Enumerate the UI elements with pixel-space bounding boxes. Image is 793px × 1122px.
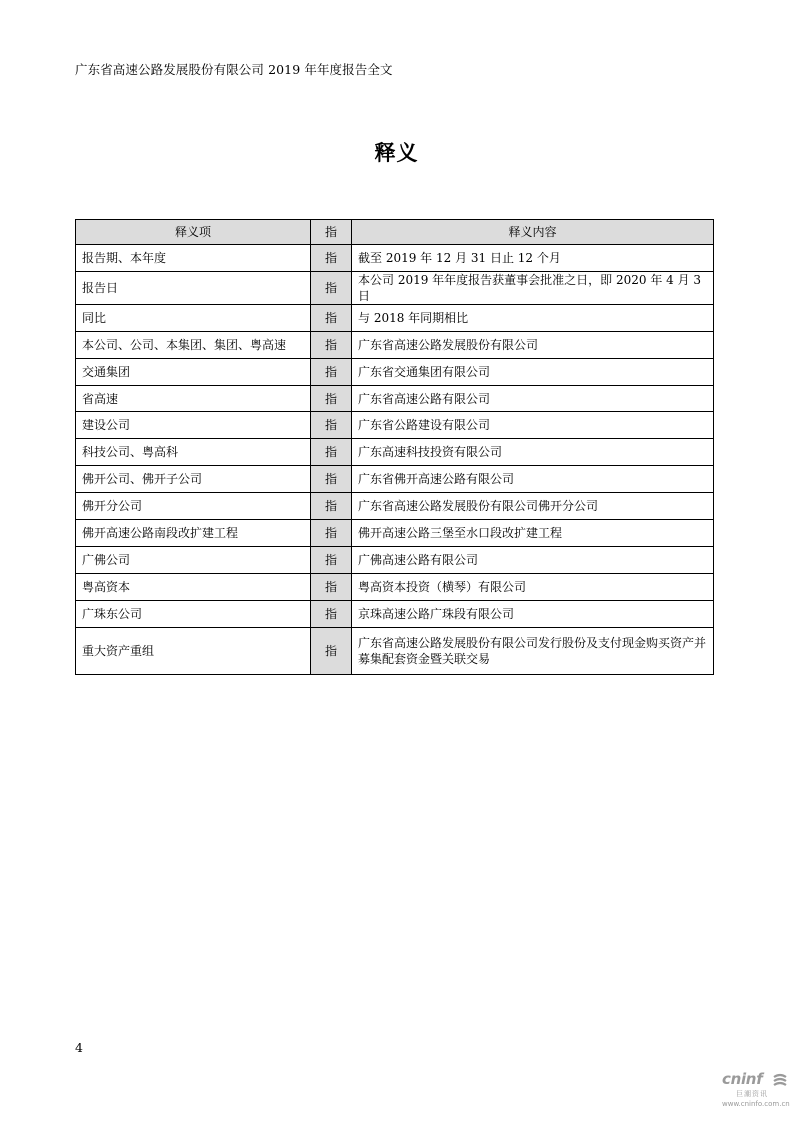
ref-cell: 指: [311, 520, 352, 547]
table-row: [76, 573, 714, 600]
term-cell: 报告日: [76, 271, 311, 304]
ref-cell: 指: [311, 331, 352, 358]
document-header: 广东省高速公路发展股份有限公司 2019 年年度报告全文: [75, 62, 393, 77]
term-cell: 重大资产重组: [76, 627, 311, 674]
term-cell: 交通集团: [76, 358, 311, 385]
ref-cell: 指: [311, 385, 352, 412]
term-cell: 建设公司: [76, 412, 311, 439]
column-header-term: 释义项: [76, 220, 311, 245]
table-row: [76, 331, 714, 358]
column-header-ref: 指: [311, 220, 352, 245]
term-cell: 粤高资本: [76, 573, 311, 600]
definition-cell: 京珠高速公路广珠段有限公司: [352, 600, 714, 627]
ref-cell: 指: [311, 245, 352, 272]
cninfo-logo-icon: [772, 1073, 788, 1087]
definitions-table: [75, 219, 714, 675]
ref-cell: 指: [311, 439, 352, 466]
page-number: 4: [75, 1040, 83, 1055]
definition-cell: 广佛高速公路有限公司: [352, 546, 714, 573]
definition-cell: 本公司 2019 年年度报告获董事会批准之日，即 2020 年 4 月 3 日: [352, 271, 714, 304]
term-cell: 佛开分公司: [76, 493, 311, 520]
table-row: [76, 466, 714, 493]
ref-cell: 指: [311, 493, 352, 520]
ref-cell: 指: [311, 466, 352, 493]
definition-cell: 广东省高速公路有限公司: [352, 385, 714, 412]
cninfo-watermark: [722, 1070, 792, 1114]
ref-cell: 指: [311, 271, 352, 304]
term-cell: 佛开公司、佛开子公司: [76, 466, 311, 493]
definition-cell: 广东省佛开高速公路有限公司: [352, 466, 714, 493]
table-row: [76, 493, 714, 520]
definition-cell: 广东省公路建设有限公司: [352, 412, 714, 439]
term-cell: 本公司、公司、本集团、集团、粤高速: [76, 331, 311, 358]
table-row: [76, 412, 714, 439]
ref-cell: 指: [311, 627, 352, 674]
table-row: [76, 304, 714, 331]
table-header-row: [76, 220, 714, 245]
definition-cell: 广东省高速公路发展股份有限公司佛开分公司: [352, 493, 714, 520]
ref-cell: 指: [311, 304, 352, 331]
ref-cell: 指: [311, 600, 352, 627]
table-row: [76, 271, 714, 304]
table-row: [76, 245, 714, 272]
term-cell: 佛开高速公路南段改扩建工程: [76, 520, 311, 547]
term-cell: 广佛公司: [76, 546, 311, 573]
definition-cell: 截至 2019 年 12 月 31 日止 12 个月: [352, 245, 714, 272]
page-title: 释义: [374, 141, 419, 165]
ref-cell: 指: [311, 573, 352, 600]
table-row: [76, 358, 714, 385]
column-header-definition: 释义内容: [352, 220, 714, 245]
definition-cell: 广东省交通集团有限公司: [352, 358, 714, 385]
table-row: [76, 439, 714, 466]
ref-cell: 指: [311, 358, 352, 385]
table-row: [76, 600, 714, 627]
watermark-brand: cninf: [722, 1070, 763, 1088]
ref-cell: 指: [311, 412, 352, 439]
definition-cell: 佛开高速公路三堡至水口段改扩建工程: [352, 520, 714, 547]
definition-cell: 广东省高速公路发展股份有限公司: [352, 331, 714, 358]
term-cell: 省高速: [76, 385, 311, 412]
definition-cell: 与 2018 年同期相比: [352, 304, 714, 331]
watermark-url: www.cninfo.com.cn: [722, 1100, 790, 1108]
table-row: [76, 627, 714, 674]
table-row: [76, 546, 714, 573]
table-row: [76, 385, 714, 412]
definition-cell: 粤高资本投资（横琴）有限公司: [352, 573, 714, 600]
definition-cell: 广东高速科技投资有限公司: [352, 439, 714, 466]
term-cell: 科技公司、粤高科: [76, 439, 311, 466]
term-cell: 广珠东公司: [76, 600, 311, 627]
ref-cell: 指: [311, 546, 352, 573]
watermark-brand-cn: 巨潮资讯: [736, 1090, 768, 1098]
term-cell: 报告期、本年度: [76, 245, 311, 272]
definition-cell: 广东省高速公路发展股份有限公司发行股份及支付现金购买资产并募集配套资金暨关联交易: [352, 627, 714, 674]
term-cell: 同比: [76, 304, 311, 331]
table-row: [76, 520, 714, 547]
